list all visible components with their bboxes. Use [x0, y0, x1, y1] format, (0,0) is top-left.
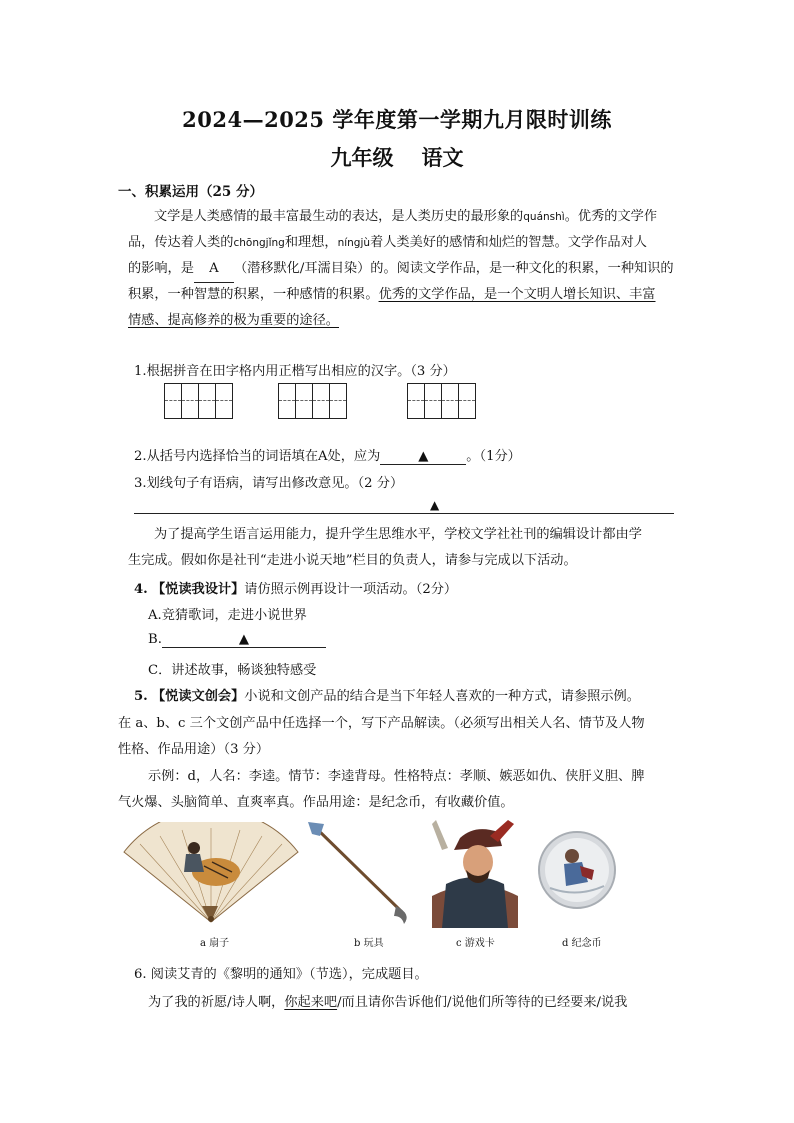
passage-line-2: 品，传达着人类的chōngjǐng和理想，níngjù着人类美好的感情和灿烂的智慧。文学作品对人: [128, 235, 647, 250]
tianzi-grid-3[interactable]: [407, 383, 476, 419]
fan-icon: [120, 822, 302, 926]
caption-c: c 游戏卡: [456, 938, 495, 949]
tianzi-grid-1[interactable]: [164, 383, 233, 419]
q4-option-c: C．讲述故事，畅谈独特感受: [148, 663, 317, 678]
exam-title: 2024—2025 学年度第一学期九月限时训练: [182, 107, 612, 132]
passage-line-5: [128, 308, 676, 334]
caption-d: d 纪念币: [562, 938, 602, 949]
passage-line-1: 文学是人类感情的最丰富最生动的表达，是人类历史的最形象的quánshì。优秀的文学作: [154, 209, 658, 224]
poem-line: 为了我的祈愿/诗人啊，你起来吧/而且请你告诉他们/说他们所等待的已经要来/说我: [148, 995, 628, 1010]
question-6: 6. 阅读艾青的《黎明的通知》（节选），完成题目。: [134, 967, 428, 982]
intro-line-1: 为了提高学生语言运用能力，提升学生思维水平，学校文学社社刊的编辑设计都由学: [154, 527, 642, 542]
exam-subtitle: [0, 142, 794, 172]
caption-b: b 玩具: [354, 938, 384, 949]
underlined-sentence-1: 优秀的文学作品，是一个文明人增长知识、丰富: [378, 287, 656, 302]
underlined-sentence-2: 情感、提高修养的极为重要的途径。: [128, 313, 339, 328]
pinyin-2: chōngjǐng: [233, 237, 285, 249]
caption-a: a 扇子: [200, 938, 230, 949]
example-line-2: 气火爆、头脑简单、直爽率真。作品用途：是纪念币，有收藏价值。: [118, 795, 514, 810]
subject-label: 语文: [421, 145, 464, 170]
coin-icon: [536, 826, 618, 926]
q3-answer-mark: ▲: [430, 498, 440, 512]
question-2: 2.从括号内选择恰当的词语填在A处，应为 ▲ 。（1分）: [134, 449, 521, 464]
toy-staff-icon: [304, 820, 416, 928]
question-5-line-1: 5. 【悦读文创会】小说和文创产品的结合是当下年轻人喜欢的一种方式，请参照示例。: [134, 689, 640, 704]
blank-a[interactable]: A: [194, 256, 234, 283]
question-5-line-3: 性格、作品用途）（3 分）: [118, 742, 270, 757]
grade-label: 九年级: [330, 145, 394, 170]
q3-answer-line[interactable]: [134, 513, 674, 514]
passage-line-4: 积累，一种智慧的积累，一种感情的积累。优秀的文学作品，是一个文明人增长知识、丰富: [128, 287, 656, 302]
section-heading: 一、积累运用（25 分）: [118, 184, 263, 200]
example-line-1: 示例：d，人名：李逵。情节：李逵背母。性格特点：孝顺、嫉恶如仇、侠肝义胆、脾: [148, 769, 645, 784]
game-card-icon: [428, 818, 522, 928]
pinyin-1: quánshì: [523, 211, 565, 223]
q2-answer-blank[interactable]: ▲: [380, 449, 466, 465]
q4-option-b: B. ▲: [148, 632, 326, 648]
question-3: 3.划线句子有语病，请写出修改意见。（2 分）: [134, 476, 404, 491]
question-4: 4. 【悦读我设计】请仿照示例再设计一项活动。（2分）: [134, 582, 458, 597]
pinyin-3: níngjù: [337, 237, 371, 249]
passage-line-3: 的影响，是 A （潜移默化/耳濡目染）的。阅读文学作品，是一种文化的积累，一种知识的: [128, 256, 676, 283]
q4-answer-blank[interactable]: ▲: [162, 632, 326, 648]
q4-option-a: A.竞猜歌词，走进小说世界: [148, 608, 307, 623]
poem-underlined: 你起来吧: [284, 995, 338, 1010]
question-1: 1.根据拼音在田字格内用正楷写出相应的汉字。（3 分）: [134, 364, 456, 379]
intro-line-2: 生完成。假如你是社刊“走进小说天地”栏目的负责人，请参与完成以下活动。: [128, 553, 577, 568]
tianzi-grid-2[interactable]: [278, 383, 347, 419]
question-5-line-2: 在 a、b、c 三个文创产品中任选择一个，写下产品解读。（必须写出相关人名、情节及人物: [118, 716, 645, 731]
